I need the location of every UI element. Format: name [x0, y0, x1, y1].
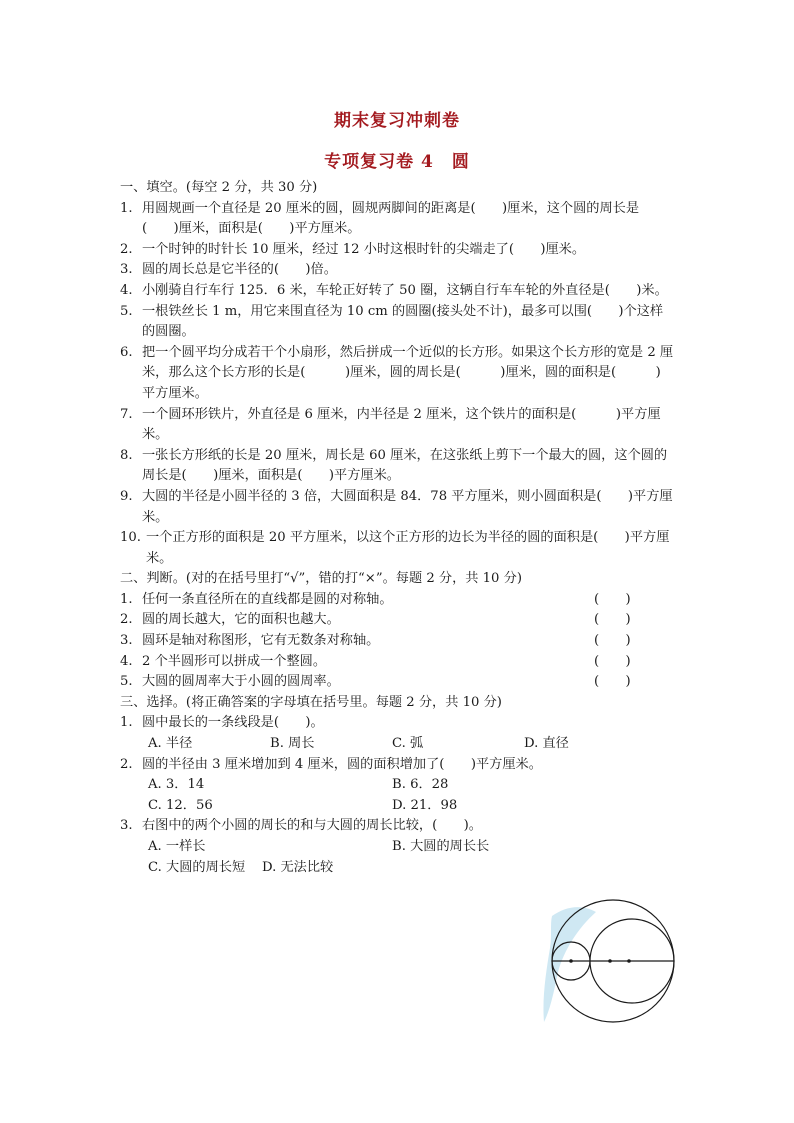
choice-question-3 — [120, 816, 675, 837]
option-b[interactable]: B. 周长 — [270, 736, 315, 752]
question-text: 大圆的圆周率大于小圆的圆周率。 — [142, 674, 340, 690]
question-number: 1. — [120, 715, 133, 731]
question-text: 一个圆环形铁片，外直径是 6 厘米，内半径是 2 厘米，这个铁片的面积是( )平方厘米。 — [142, 406, 661, 443]
center-dot-large — [627, 959, 631, 963]
choice-options-3b — [120, 858, 675, 879]
question-number: 7. — [120, 406, 133, 422]
section2-heading: 二、判断。(对的在括号里打“√”，错的打“×”。每题 2 分，共 10 分) — [120, 571, 522, 587]
question-text: 任何一条直径所在的直线都是圆的对称轴。 — [142, 591, 393, 607]
judge-question-5 — [120, 672, 675, 693]
option-d[interactable]: D. 无法比较 — [262, 859, 334, 875]
judge-question-4 — [120, 652, 675, 673]
fill-question-7 — [120, 405, 675, 446]
question-number: 3. — [120, 633, 133, 649]
fill-question-8 — [120, 446, 675, 487]
question-text: 圆的半径由 3 厘米增加到 4 厘米，圆的面积增加了( )平方厘米。 — [142, 756, 542, 772]
question-number: 1. — [120, 200, 133, 216]
question-number: 10. — [120, 530, 141, 546]
fill-question-1 — [120, 199, 675, 240]
question-number: 6. — [120, 344, 133, 360]
question-number: 2. — [120, 241, 133, 257]
question-number: 3. — [120, 818, 133, 834]
question-number: 8. — [120, 447, 133, 463]
option-c[interactable]: C. 12．56 — [148, 797, 213, 813]
choice-options-1 — [120, 734, 675, 755]
fill-question-10 — [120, 528, 675, 569]
question-number: 4. — [120, 653, 133, 669]
question-text: 圆的周长越大，它的面积也越大。 — [142, 612, 340, 628]
question-text: 2 个半圆形可以拼成一个整圆。 — [142, 653, 327, 669]
exam-subtitle: 专项复习卷 4 圆 — [324, 152, 470, 172]
answer-parentheses[interactable]: ( ) — [594, 612, 631, 628]
question-number: 9. — [120, 488, 133, 504]
judge-question-3 — [120, 631, 675, 652]
fill-question-3 — [120, 260, 675, 281]
center-dot-small — [569, 959, 573, 963]
answer-parentheses[interactable]: ( ) — [594, 653, 631, 669]
option-c[interactable]: C. 大圆的周长短 — [148, 859, 246, 875]
answer-parentheses[interactable]: ( ) — [594, 591, 631, 607]
question-number: 4. — [120, 282, 133, 298]
question-text: 用圆规画一个直径是 20 厘米的圆，圆规两脚间的距离是( )厘米，这个圆的周长是( )厘米，面积是( )平方厘米。 — [142, 200, 640, 237]
question-text: 右图中的两个小圆的周长的和与大圆的周长比较，( )。 — [142, 818, 482, 834]
question-text: 一根铁丝长 1 m，用它来围直径为 10 cm 的圆圈(接头处不计)，最多可以围( )个这样的圆圈。 — [142, 303, 664, 340]
choice-question-2 — [120, 755, 675, 776]
option-a[interactable]: A. 一样长 — [148, 839, 206, 854]
question-number: 5. — [120, 674, 133, 690]
question-text: 一个正方形的面积是 20 平方厘米，以这个正方形的边长为半径的圆的面积是( )平方厘米。 — [146, 530, 670, 566]
question-text: 圆中最长的一条线段是( )。 — [142, 715, 324, 731]
circles-figure — [540, 898, 680, 1026]
exam-body — [120, 178, 675, 878]
fill-question-9 — [120, 487, 675, 528]
fill-question-4 — [120, 281, 689, 302]
option-c[interactable]: C. 弧 — [392, 736, 424, 752]
option-d[interactable]: D. 直径 — [524, 736, 569, 752]
question-number: 2. — [120, 756, 133, 772]
answer-parentheses[interactable]: ( ) — [594, 633, 631, 649]
choice-options-2a — [120, 775, 675, 796]
question-text: 圆的周长总是它半径的( )倍。 — [142, 262, 337, 278]
option-a[interactable]: A. 3．14 — [148, 777, 205, 793]
question-text: 大圆的半径是小圆半径的 3 倍，大圆面积是 84．78 平方厘米，则小圆面积是( )平方厘米。 — [142, 488, 673, 525]
answer-parentheses[interactable]: ( ) — [594, 674, 631, 690]
option-a[interactable]: A. 半径 — [148, 736, 193, 752]
option-b[interactable]: B. 大圆的周长长 — [392, 839, 490, 854]
section1-heading: 一、填空。(每空 2 分，共 30 分) — [120, 180, 318, 195]
fill-question-6 — [120, 343, 675, 405]
option-d[interactable]: D. 21．98 — [392, 797, 458, 813]
judge-question-2 — [120, 610, 675, 631]
choice-question-1 — [120, 713, 675, 734]
question-text: 一张长方形纸的长是 20 厘米，周长是 60 厘米，在这张纸上剪下一个最大的圆，这个圆的周长是( )厘米，面积是( )平方厘米。 — [142, 447, 668, 484]
fill-question-5 — [120, 302, 675, 343]
judge-question-1 — [120, 590, 675, 611]
question-number: 1. — [120, 591, 133, 607]
exam-title: 期末复习冲刺卷 — [334, 111, 460, 131]
choice-options-2b — [120, 796, 675, 817]
section3-heading: 三、选择。(将正确答案的字母填在括号里。每题 2 分，共 10 分) — [120, 694, 502, 710]
question-text: 把一个圆平均分成若干个小扇形，然后拼成一个近似的长方形。如果这个长方形的宽是 2 厘米，那么这个长方形的长是( )厘米，圆的周长是( )厘米，圆的面积是( ) 平方厘米。 — [142, 344, 674, 401]
question-text: 一个时钟的时针长 10 厘米，经过 12 小时这根时针的尖端走了( )厘米。 — [142, 241, 586, 257]
question-text: 小刚骑自行车行 125．6 米，车轮正好转了 50 圈，这辆自行车车轮的外直径是( )米。 — [142, 282, 668, 298]
question-number: 5. — [120, 303, 133, 319]
center-dot-medium — [608, 959, 612, 963]
fill-question-2 — [120, 240, 675, 261]
question-number: 3. — [120, 262, 133, 278]
question-number: 2. — [120, 612, 133, 628]
choice-options-3a — [120, 837, 675, 858]
question-text: 圆环是轴对称图形，它有无数条对称轴。 — [142, 633, 380, 649]
option-b[interactable]: B. 6．28 — [392, 777, 449, 793]
